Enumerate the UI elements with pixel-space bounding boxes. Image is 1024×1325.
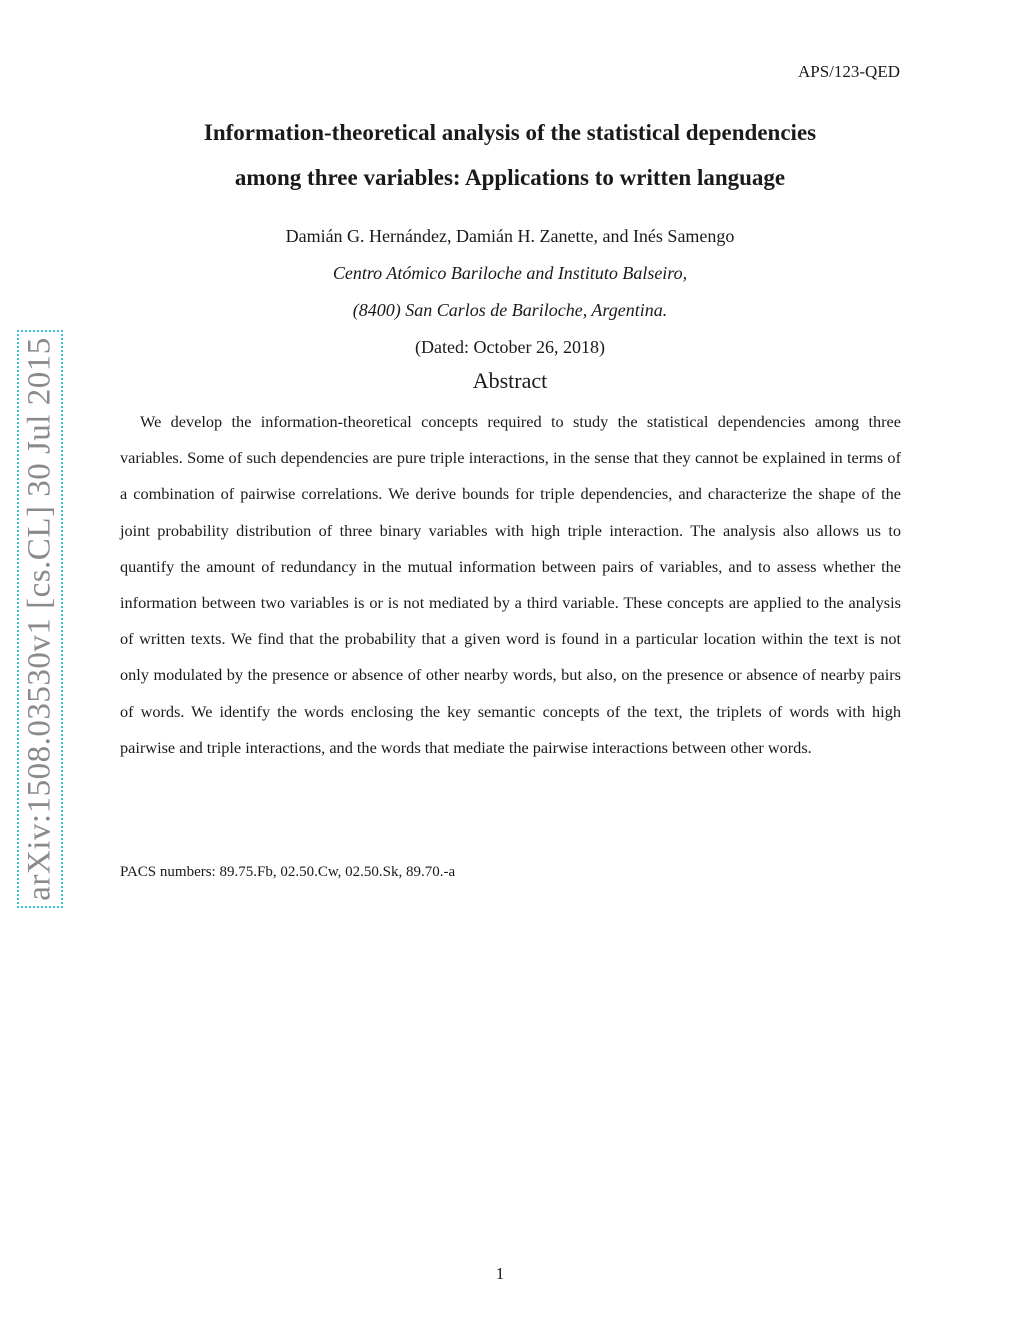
paper-title-line-1: Information-theoretical analysis of the statistical dependencies [203,120,817,145]
paper-title-line-2: among three variables: Applications to written language [234,165,786,190]
date-line: (Dated: October 26, 2018) [415,337,605,357]
affiliation-line-2: (8400) San Carlos de Bariloche, Argentina. [352,300,668,320]
arxiv-stamp-text: arXiv:1508.03530v1 [cs.CL] 30 Jul 2015 [21,337,58,901]
affiliation-line-1: Centro Atómico Bariloche and Instituto Balseiro, [332,263,688,283]
page-number: 1 [495,1264,505,1283]
preprint-id: APS/123-QED [797,62,900,81]
author-list: Damián G. Hernández, Damián H. Zanette, and Inés Samengo [285,226,735,246]
author-block [100,218,920,366]
paper-title [100,110,920,200]
abstract-heading: Abstract [472,368,548,393]
arxiv-stamp [17,330,63,908]
abstract-text: We develop the information-theoretical concepts required to study the statistical dependencies among three variables. Some of such dependencies are pure triple interactions, in the sense that they cannot be explained in terms of a combination of pairwise correlations. We derive bounds for triple dependencies, and characterize the shape of the joint probability distribution of three binary variables with high triple interaction. The analysis also allows us to quantify the amount of redundancy in the mutual information between pairs of variables, and to assess whether the information between two variables is or is not mediated by a third variable. These concepts are applied to the analysis of written texts. We find that the probability that a given word is found in a particular location within the text is not only modulated by the presence or absence of other nearby words, but also, on the presence or absence of nearby pairs of words. We identify the words enclosing the key semantic concepts of the text, the triplets of words with high pairwise and triple interactions, and the words that mediate the pairwise interactions between other words. [120,412,901,757]
pacs-numbers: PACS numbers: 89.75.Fb, 02.50.Cw, 02.50.Sk, 89.70.-a [120,864,456,880]
